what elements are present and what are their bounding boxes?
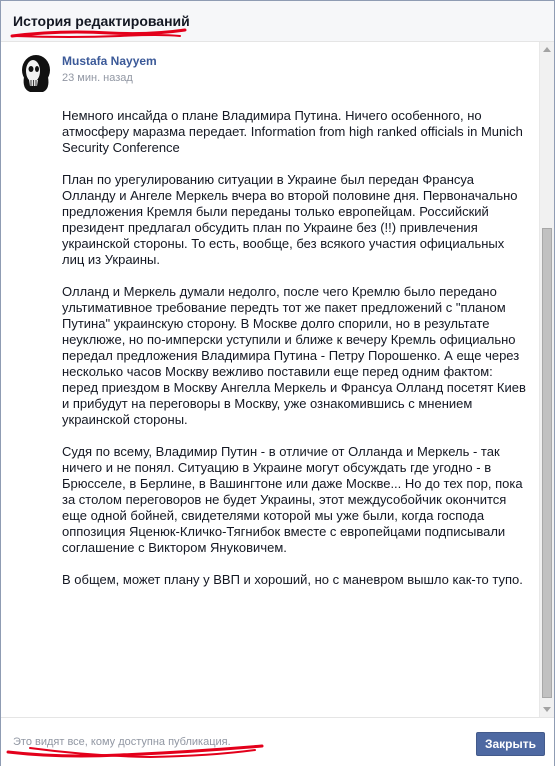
scroll-thumb[interactable] xyxy=(542,228,552,698)
avatar[interactable] xyxy=(16,53,56,93)
dialog-header xyxy=(1,1,554,42)
scroll-up-arrow-icon[interactable] xyxy=(543,47,551,52)
post-paragraph: В общем, может плану у ВВП и хороший, но с маневром вышло как-то тупо. xyxy=(62,572,523,587)
post-timestamp[interactable]: 23 мин. назад xyxy=(62,72,133,84)
post-paragraph: План по урегулированию ситуации в Украине был передан Франсуа Олланду и Ангеле Меркель вчера во второй половине дня. Первоначально предложения Кремля были переданы только европейцам. Российский президент предлагал обсудить план по Украине без (!!) привлечения украинской стороны. То есть, вообще, без всякого участия официальных лиц из Украины. xyxy=(62,172,518,267)
dialog-title: История редактирований xyxy=(13,13,190,29)
dialog-footer xyxy=(1,717,554,767)
skull-avatar-icon xyxy=(16,53,56,93)
close-button[interactable]: Закрыть xyxy=(476,732,545,756)
audience-note: Это видят все, кому доступна публикация. xyxy=(13,736,231,748)
post-paragraph: Немного инсайда о плане Владимира Путина. Ничего особенного, но атмосферу маразма передает. Information from high ranked officials in Munich Security Conference xyxy=(62,108,523,155)
scroll-down-arrow-icon[interactable] xyxy=(543,707,551,712)
post-paragraph: Олланд и Меркель думали недолго, после чего Кремлю было передано ультимативное требование передть тот же пакет предложений с "планом Путина" украинскую сторону. В Москве долго спорили, но в результате неуклюже, но по-имперски уступили и ближе к вечеру Кремль официально передал предложения Владимира Путина - Петру Порошенко. А еще через несколько часов Москву вежливо поставили еще перед одним фактом: перед приездом в Москву Ангелла Меркель и Франсуа Олланд посетят Киев и прибудут на переговоры в Москву, уже ознакомившись с мнением украинской стороны. xyxy=(62,284,526,427)
author-name-link[interactable]: Mustafa Nayyem xyxy=(62,54,157,68)
vertical-scrollbar[interactable] xyxy=(539,42,554,717)
post-paragraph: Судя по всему, Владимир Путин - в отличие от Олланда и Меркель - так ничего и не понял. Ситуацию в Украине могут обсуждать где угодно - в Брюсселе, в Берлине, в Вашингтоне или даже Москве... Но до тех пор, пока за столом переговоров не будет Украины, этот междусобойчик окончится еще одной бойней, свидетелями которой мы уже были, когда господа оппозиция Яценюк-Кличко-Тягнибок вместе с европейцами подписывали соглашение с Виктором Януковичем. xyxy=(62,444,523,555)
post-text xyxy=(62,108,528,604)
dialog-body[interactable] xyxy=(1,42,540,717)
